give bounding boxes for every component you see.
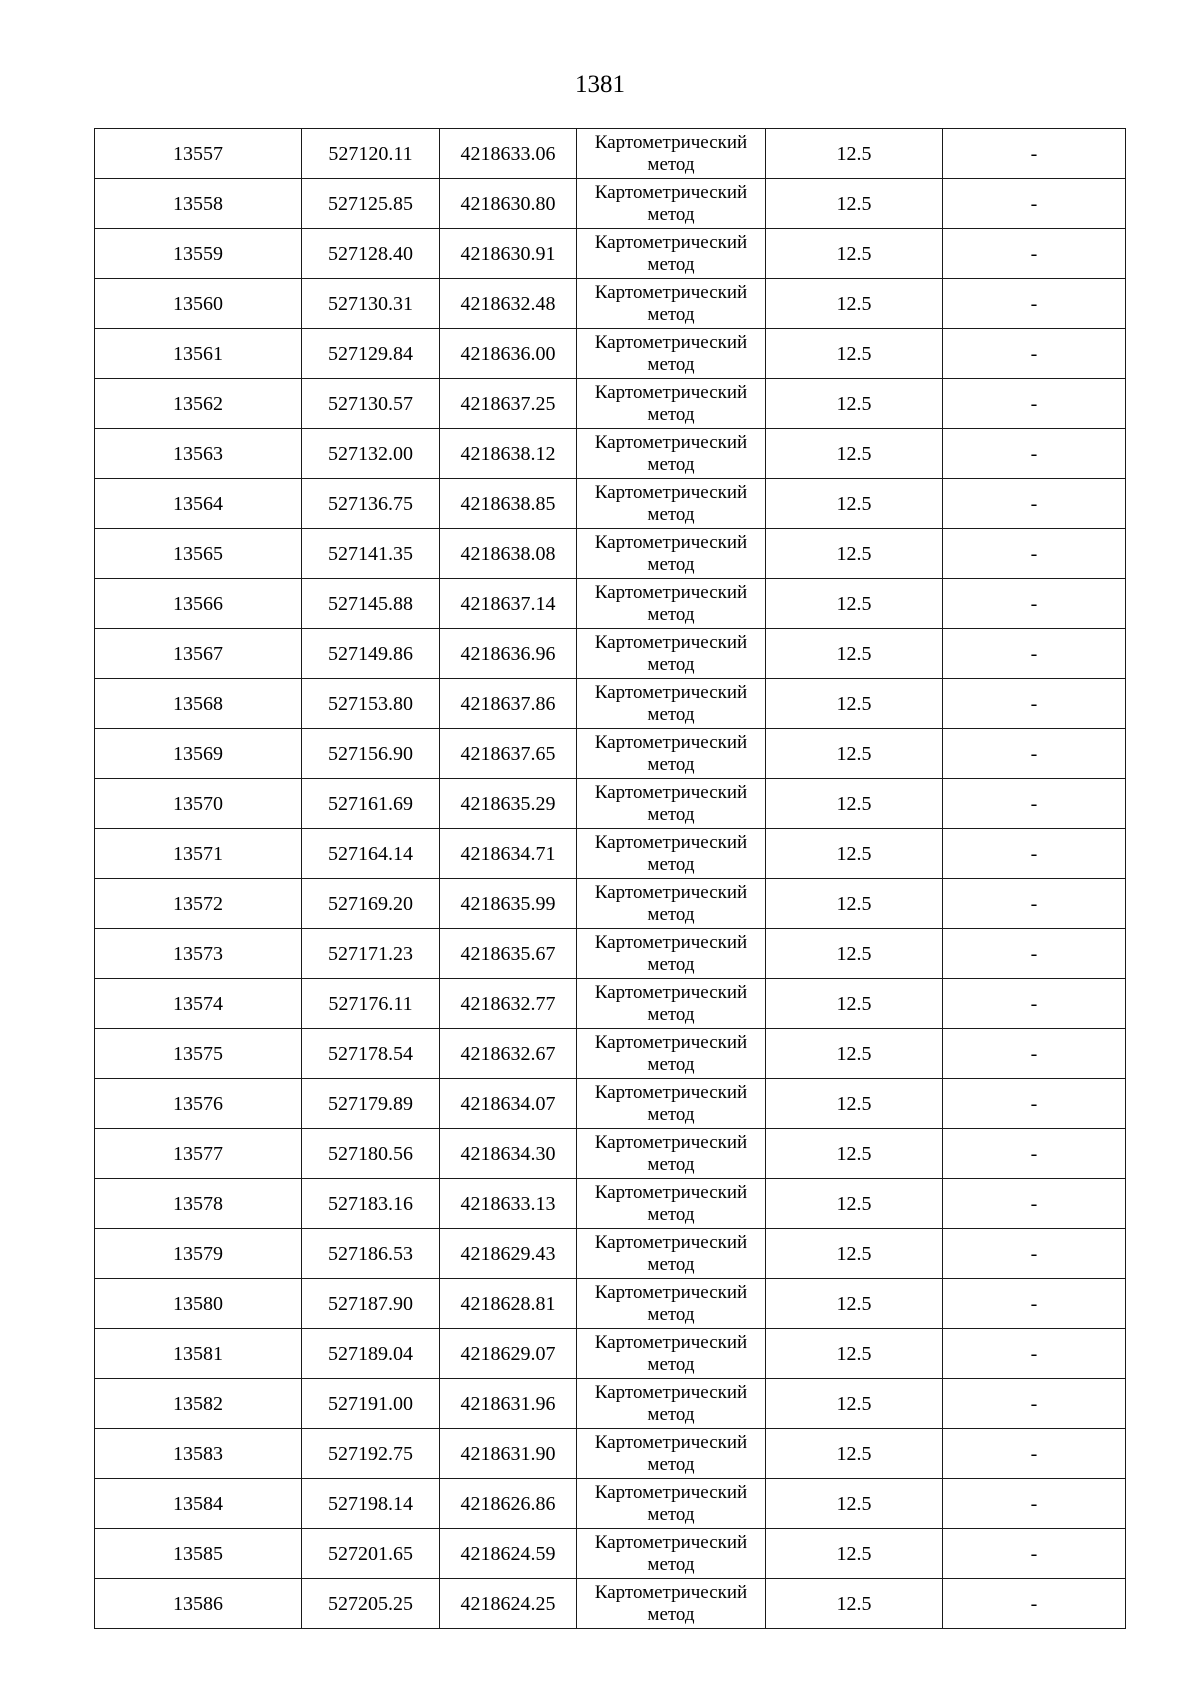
coordinate-y-cell: 4218637.86 — [440, 679, 577, 729]
method-line-1: Картометрический — [594, 231, 748, 253]
coordinate-y-cell: 4218628.81 — [440, 1279, 577, 1329]
method-cell — [577, 179, 766, 229]
table-row — [95, 329, 1126, 379]
note-cell: - — [943, 279, 1126, 329]
note-cell: - — [943, 1229, 1126, 1279]
method-cell — [577, 1279, 766, 1329]
table-row — [95, 729, 1126, 779]
coordinate-x-cell: 527125.85 — [302, 179, 440, 229]
method-line-1: Картометрический — [594, 481, 748, 503]
accuracy-cell: 12.5 — [766, 279, 943, 329]
coordinate-y-cell: 4218632.48 — [440, 279, 577, 329]
accuracy-cell: 12.5 — [766, 1079, 943, 1129]
method-cell — [577, 679, 766, 729]
coordinate-x-cell: 527191.00 — [302, 1379, 440, 1429]
method-cell — [577, 1429, 766, 1479]
point-number-cell: 13567 — [95, 629, 302, 679]
note-cell: - — [943, 529, 1126, 579]
method-line-1: Картометрический — [594, 1431, 748, 1453]
point-number-cell: 13579 — [95, 1229, 302, 1279]
method-line-1: Картометрический — [594, 1181, 748, 1203]
coordinate-x-cell: 527161.69 — [302, 779, 440, 829]
point-number-cell: 13578 — [95, 1179, 302, 1229]
coordinate-y-cell: 4218624.25 — [440, 1579, 577, 1629]
note-cell: - — [943, 479, 1126, 529]
table-row — [95, 1429, 1126, 1479]
note-cell: - — [943, 1279, 1126, 1329]
method-line-1: Картометрический — [594, 931, 748, 953]
point-number-cell: 13581 — [95, 1329, 302, 1379]
coordinate-y-cell: 4218630.80 — [440, 179, 577, 229]
point-number-cell: 13573 — [95, 929, 302, 979]
coordinate-x-cell: 527187.90 — [302, 1279, 440, 1329]
table-row — [95, 879, 1126, 929]
coordinate-y-cell: 4218638.12 — [440, 429, 577, 479]
table-row — [95, 479, 1126, 529]
method-line-2: метод — [647, 1603, 695, 1625]
coordinate-y-cell: 4218636.00 — [440, 329, 577, 379]
method-line-1: Картометрический — [594, 1281, 748, 1303]
table-row — [95, 279, 1126, 329]
accuracy-cell: 12.5 — [766, 479, 943, 529]
coordinate-x-cell: 527192.75 — [302, 1429, 440, 1479]
coordinate-y-cell: 4218629.43 — [440, 1229, 577, 1279]
point-number-cell: 13566 — [95, 579, 302, 629]
note-cell: - — [943, 1129, 1126, 1179]
method-cell — [577, 1179, 766, 1229]
note-cell: - — [943, 429, 1126, 479]
method-line-1: Картометрический — [594, 381, 748, 403]
accuracy-cell: 12.5 — [766, 529, 943, 579]
method-cell — [577, 329, 766, 379]
table-row — [95, 929, 1126, 979]
method-line-2: метод — [647, 503, 695, 525]
table-row — [95, 579, 1126, 629]
note-cell: - — [943, 879, 1126, 929]
accuracy-cell: 12.5 — [766, 1129, 943, 1179]
coordinate-y-cell: 4218635.67 — [440, 929, 577, 979]
note-cell: - — [943, 1179, 1126, 1229]
coordinate-x-cell: 527156.90 — [302, 729, 440, 779]
note-cell: - — [943, 1329, 1126, 1379]
accuracy-cell: 12.5 — [766, 579, 943, 629]
method-line-1: Картометрический — [594, 531, 748, 553]
method-line-1: Картометрический — [594, 1531, 748, 1553]
coordinate-x-cell: 527169.20 — [302, 879, 440, 929]
method-cell — [577, 779, 766, 829]
coordinate-x-cell: 527180.56 — [302, 1129, 440, 1179]
coordinate-x-cell: 527176.11 — [302, 979, 440, 1029]
method-cell — [577, 1079, 766, 1129]
point-number-cell: 13580 — [95, 1279, 302, 1329]
accuracy-cell: 12.5 — [766, 1279, 943, 1329]
coordinates-table-body — [95, 129, 1126, 1629]
coordinate-y-cell: 4218634.30 — [440, 1129, 577, 1179]
table-row — [95, 1129, 1126, 1179]
table-row — [95, 679, 1126, 729]
coordinate-y-cell: 4218634.71 — [440, 829, 577, 879]
accuracy-cell: 12.5 — [766, 729, 943, 779]
method-line-1: Картометрический — [594, 1031, 748, 1053]
coordinate-x-cell: 527198.14 — [302, 1479, 440, 1529]
method-line-2: метод — [647, 1453, 695, 1475]
point-number-cell: 13559 — [95, 229, 302, 279]
method-cell — [577, 879, 766, 929]
coordinate-y-cell: 4218632.77 — [440, 979, 577, 1029]
table-row — [95, 779, 1126, 829]
point-number-cell: 13575 — [95, 1029, 302, 1079]
coordinate-y-cell: 4218637.14 — [440, 579, 577, 629]
table-row — [95, 429, 1126, 479]
method-line-1: Картометрический — [594, 1231, 748, 1253]
accuracy-cell: 12.5 — [766, 829, 943, 879]
note-cell: - — [943, 979, 1126, 1029]
coordinate-x-cell: 527183.16 — [302, 1179, 440, 1229]
coordinate-x-cell: 527189.04 — [302, 1329, 440, 1379]
accuracy-cell: 12.5 — [766, 129, 943, 179]
table-row — [95, 529, 1126, 579]
accuracy-cell: 12.5 — [766, 1329, 943, 1379]
table-row — [95, 1579, 1126, 1629]
coordinate-x-cell: 527132.00 — [302, 429, 440, 479]
method-line-2: метод — [647, 1353, 695, 1375]
method-cell — [577, 1329, 766, 1379]
method-cell — [577, 579, 766, 629]
point-number-cell: 13583 — [95, 1429, 302, 1479]
note-cell: - — [943, 329, 1126, 379]
note-cell: - — [943, 629, 1126, 679]
method-line-1: Картометрический — [594, 1381, 748, 1403]
accuracy-cell: 12.5 — [766, 979, 943, 1029]
method-cell — [577, 979, 766, 1029]
method-cell — [577, 1129, 766, 1179]
method-line-2: метод — [647, 1503, 695, 1525]
point-number-cell: 13560 — [95, 279, 302, 329]
point-number-cell: 13582 — [95, 1379, 302, 1429]
point-number-cell: 13558 — [95, 179, 302, 229]
method-line-2: метод — [647, 1203, 695, 1225]
point-number-cell: 13571 — [95, 829, 302, 879]
method-line-2: метод — [647, 903, 695, 925]
coordinate-y-cell: 4218638.85 — [440, 479, 577, 529]
method-line-1: Картометрический — [594, 1481, 748, 1503]
method-cell — [577, 429, 766, 479]
note-cell: - — [943, 179, 1126, 229]
coordinate-y-cell: 4218637.25 — [440, 379, 577, 429]
method-cell — [577, 829, 766, 879]
accuracy-cell: 12.5 — [766, 1429, 943, 1479]
table-row — [95, 1329, 1126, 1379]
method-line-2: метод — [647, 1053, 695, 1075]
point-number-cell: 13565 — [95, 529, 302, 579]
method-line-1: Картометрический — [594, 881, 748, 903]
coordinate-x-cell: 527145.88 — [302, 579, 440, 629]
coordinate-x-cell: 527164.14 — [302, 829, 440, 879]
page-number: 1381 — [575, 71, 625, 98]
accuracy-cell: 12.5 — [766, 629, 943, 679]
accuracy-cell: 12.5 — [766, 1179, 943, 1229]
note-cell: - — [943, 929, 1126, 979]
coordinate-y-cell: 4218631.96 — [440, 1379, 577, 1429]
coordinate-x-cell: 527136.75 — [302, 479, 440, 529]
table-row — [95, 979, 1126, 1029]
point-number-cell: 13570 — [95, 779, 302, 829]
point-number-cell: 13584 — [95, 1479, 302, 1529]
method-line-2: метод — [647, 403, 695, 425]
accuracy-cell: 12.5 — [766, 429, 943, 479]
method-cell — [577, 379, 766, 429]
coordinate-x-cell: 527201.65 — [302, 1529, 440, 1579]
method-line-1: Картометрический — [594, 731, 748, 753]
coordinate-x-cell: 527171.23 — [302, 929, 440, 979]
coordinate-x-cell: 527141.35 — [302, 529, 440, 579]
note-cell: - — [943, 1079, 1126, 1129]
method-line-2: метод — [647, 253, 695, 275]
coordinate-y-cell: 4218636.96 — [440, 629, 577, 679]
note-cell: - — [943, 829, 1126, 879]
accuracy-cell: 12.5 — [766, 379, 943, 429]
method-line-1: Картометрический — [594, 981, 748, 1003]
note-cell: - — [943, 779, 1126, 829]
note-cell: - — [943, 1379, 1126, 1429]
note-cell: - — [943, 1529, 1126, 1579]
method-line-1: Картометрический — [594, 431, 748, 453]
method-line-2: метод — [647, 603, 695, 625]
coordinate-x-cell: 527179.89 — [302, 1079, 440, 1129]
note-cell: - — [943, 1479, 1126, 1529]
coordinate-x-cell: 527130.31 — [302, 279, 440, 329]
method-line-1: Картометрический — [594, 831, 748, 853]
accuracy-cell: 12.5 — [766, 779, 943, 829]
point-number-cell: 13586 — [95, 1579, 302, 1629]
method-line-1: Картометрический — [594, 781, 748, 803]
accuracy-cell: 12.5 — [766, 179, 943, 229]
method-line-1: Картометрический — [594, 331, 748, 353]
coordinate-x-cell: 527130.57 — [302, 379, 440, 429]
point-number-cell: 13561 — [95, 329, 302, 379]
note-cell: - — [943, 129, 1126, 179]
coordinate-x-cell: 527205.25 — [302, 1579, 440, 1629]
coordinate-y-cell: 4218631.90 — [440, 1429, 577, 1479]
accuracy-cell: 12.5 — [766, 1029, 943, 1079]
note-cell: - — [943, 1579, 1126, 1629]
method-line-2: метод — [647, 653, 695, 675]
method-line-2: метод — [647, 953, 695, 975]
coordinate-y-cell: 4218633.06 — [440, 129, 577, 179]
coordinate-x-cell: 527153.80 — [302, 679, 440, 729]
method-cell — [577, 279, 766, 329]
method-line-2: метод — [647, 753, 695, 775]
method-line-2: метод — [647, 1303, 695, 1325]
method-line-1: Картометрический — [594, 1581, 748, 1603]
table-row — [95, 229, 1126, 279]
table-row — [95, 1529, 1126, 1579]
method-line-1: Картометрический — [594, 681, 748, 703]
table-row — [95, 1229, 1126, 1279]
method-cell — [577, 1479, 766, 1529]
method-line-2: метод — [647, 1553, 695, 1575]
point-number-cell: 13574 — [95, 979, 302, 1029]
method-line-2: метод — [647, 803, 695, 825]
method-line-1: Картометрический — [594, 181, 748, 203]
method-cell — [577, 479, 766, 529]
method-cell — [577, 1379, 766, 1429]
note-cell: - — [943, 1029, 1126, 1079]
coordinate-x-cell: 527120.11 — [302, 129, 440, 179]
note-cell: - — [943, 679, 1126, 729]
coordinate-y-cell: 4218630.91 — [440, 229, 577, 279]
method-line-2: метод — [647, 853, 695, 875]
coordinate-x-cell: 527129.84 — [302, 329, 440, 379]
accuracy-cell: 12.5 — [766, 229, 943, 279]
method-line-1: Картометрический — [594, 1331, 748, 1353]
method-cell — [577, 129, 766, 179]
coordinate-y-cell: 4218637.65 — [440, 729, 577, 779]
point-number-cell: 13577 — [95, 1129, 302, 1179]
method-cell — [577, 929, 766, 979]
table-row — [95, 129, 1126, 179]
table-row — [95, 1479, 1126, 1529]
method-line-2: метод — [647, 303, 695, 325]
coordinate-y-cell: 4218635.99 — [440, 879, 577, 929]
accuracy-cell: 12.5 — [766, 1479, 943, 1529]
method-cell — [577, 229, 766, 279]
coordinate-x-cell: 527186.53 — [302, 1229, 440, 1279]
method-line-2: метод — [647, 153, 695, 175]
method-line-1: Картометрический — [594, 1131, 748, 1153]
accuracy-cell: 12.5 — [766, 879, 943, 929]
table-row — [95, 629, 1126, 679]
note-cell: - — [943, 579, 1126, 629]
coordinate-y-cell: 4218638.08 — [440, 529, 577, 579]
coordinate-x-cell: 527149.86 — [302, 629, 440, 679]
table-row — [95, 179, 1126, 229]
accuracy-cell: 12.5 — [766, 929, 943, 979]
table-row — [95, 1279, 1126, 1329]
method-line-1: Картометрический — [594, 281, 748, 303]
table-row — [95, 379, 1126, 429]
method-line-1: Картометрический — [594, 1081, 748, 1103]
point-number-cell: 13563 — [95, 429, 302, 479]
table-row — [95, 1029, 1126, 1079]
method-line-1: Картометрический — [594, 581, 748, 603]
table-row — [95, 1079, 1126, 1129]
table-row — [95, 829, 1126, 879]
accuracy-cell: 12.5 — [766, 1529, 943, 1579]
accuracy-cell: 12.5 — [766, 329, 943, 379]
method-line-2: метод — [647, 1103, 695, 1125]
note-cell: - — [943, 729, 1126, 779]
method-cell — [577, 1229, 766, 1279]
method-cell — [577, 1579, 766, 1629]
method-line-2: метод — [647, 1003, 695, 1025]
accuracy-cell: 12.5 — [766, 679, 943, 729]
point-number-cell: 13568 — [95, 679, 302, 729]
table-row — [95, 1179, 1126, 1229]
point-number-cell: 13585 — [95, 1529, 302, 1579]
coordinate-y-cell: 4218633.13 — [440, 1179, 577, 1229]
method-line-2: метод — [647, 1253, 695, 1275]
coordinate-y-cell: 4218632.67 — [440, 1029, 577, 1079]
note-cell: - — [943, 229, 1126, 279]
coordinate-y-cell: 4218629.07 — [440, 1329, 577, 1379]
method-line-1: Картометрический — [594, 631, 748, 653]
accuracy-cell: 12.5 — [766, 1379, 943, 1429]
table-row — [95, 1379, 1126, 1429]
accuracy-cell: 12.5 — [766, 1579, 943, 1629]
coordinate-x-cell: 527128.40 — [302, 229, 440, 279]
coordinate-y-cell: 4218634.07 — [440, 1079, 577, 1129]
method-line-2: метод — [647, 553, 695, 575]
method-line-2: метод — [647, 353, 695, 375]
method-line-2: метод — [647, 203, 695, 225]
accuracy-cell: 12.5 — [766, 1229, 943, 1279]
coordinates-table — [94, 128, 1126, 1629]
method-line-2: метод — [647, 1403, 695, 1425]
method-line-1: Картометрический — [594, 131, 748, 153]
coordinate-x-cell: 527178.54 — [302, 1029, 440, 1079]
point-number-cell: 13569 — [95, 729, 302, 779]
note-cell: - — [943, 379, 1126, 429]
method-cell — [577, 629, 766, 679]
method-cell — [577, 1529, 766, 1579]
point-number-cell: 13562 — [95, 379, 302, 429]
coordinate-y-cell: 4218624.59 — [440, 1529, 577, 1579]
coordinate-y-cell: 4218626.86 — [440, 1479, 577, 1529]
method-line-2: метод — [647, 453, 695, 475]
method-line-2: метод — [647, 703, 695, 725]
point-number-cell: 13572 — [95, 879, 302, 929]
method-line-2: метод — [647, 1153, 695, 1175]
point-number-cell: 13576 — [95, 1079, 302, 1129]
coordinate-y-cell: 4218635.29 — [440, 779, 577, 829]
note-cell: - — [943, 1429, 1126, 1479]
point-number-cell: 13557 — [95, 129, 302, 179]
method-cell — [577, 729, 766, 779]
method-cell — [577, 1029, 766, 1079]
point-number-cell: 13564 — [95, 479, 302, 529]
method-cell — [577, 529, 766, 579]
